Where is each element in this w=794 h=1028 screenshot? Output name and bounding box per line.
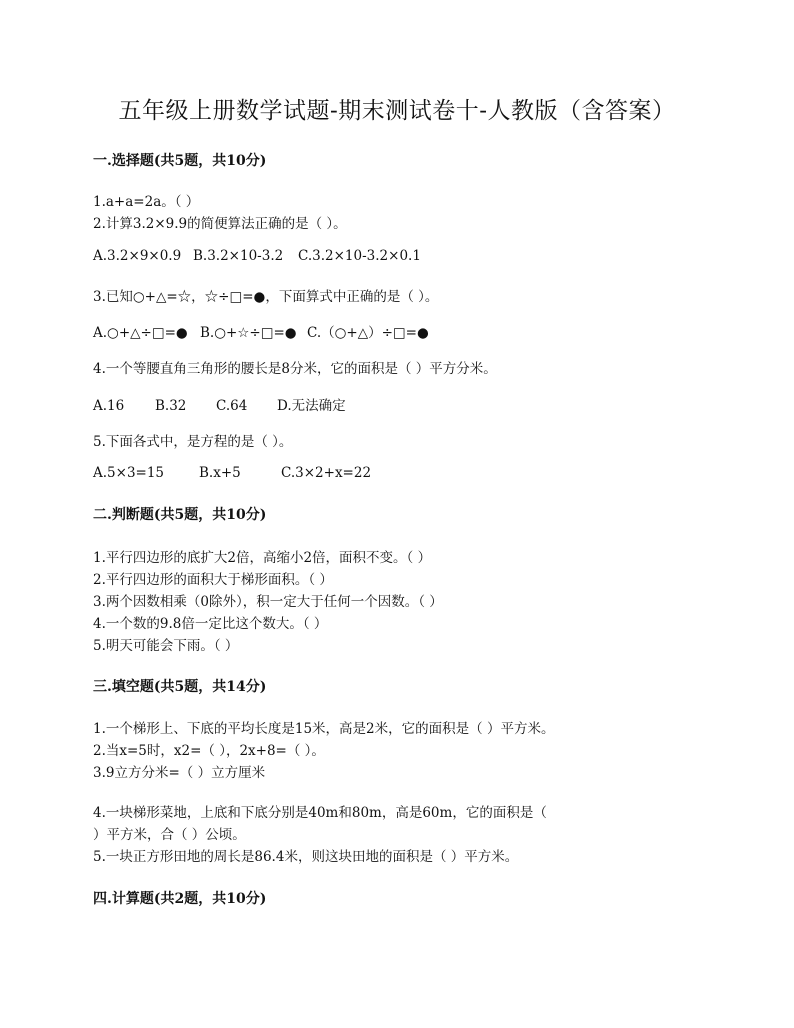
judgement-item-5: 5.明天可能会下雨。（ ） (93, 638, 239, 654)
section-heading-choice: 一.选择题(共5题，共10分) (93, 153, 267, 169)
fill-item-4-continued: ）平方米，合（ ）公顷。 (93, 827, 246, 843)
judgement-item-1: 1.平行四边形的底扩大2倍，高缩小2倍，面积不变。（ ） (93, 550, 432, 566)
option-c: C.3×2+x=22 (281, 465, 372, 481)
fill-item-3: 3.9立方分米=（ ）立方厘米 (93, 765, 266, 781)
section-heading-fill-blank: 三.填空题(共5题，共14分) (93, 679, 267, 695)
option-c: C.（○+△）÷□=● (307, 325, 429, 341)
section-heading-judgement: 二.判断题(共5题，共10分) (93, 507, 267, 523)
question-4-options (93, 394, 346, 414)
page-title: 五年级上册数学试题-期末测试卷十-人教版（含答案） (118, 98, 676, 124)
option-a: A.5×3=15 (93, 465, 165, 481)
fill-item-2: 2.当x=5时，x2=（ ），2x+8=（ ）。 (93, 743, 325, 759)
question-5-options (93, 465, 371, 481)
question-1: 1.a+a=2a。（ ） (93, 194, 200, 210)
judgement-item-3: 3.两个因数相乘（0除外），积一定大于任何一个因数。（ ） (93, 594, 443, 610)
fill-item-1: 1.一个梯形上、下底的平均长度是15米，高是2米，它的面积是（ ）平方米。 (93, 721, 555, 737)
judgement-item-4: 4.一个数的9.8倍一定比这个数大。（ ） (93, 616, 328, 632)
option-d: D.无法确定 (277, 398, 346, 414)
fill-item-5: 5.一块正方形田地的周长是86.4米，则这块田地的面积是（ ）平方米。 (93, 849, 519, 865)
section-heading-calculation: 四.计算题(共2题，共10分) (93, 891, 267, 907)
option-b: B.x+5 (199, 465, 241, 481)
option-c: C.3.2×10-3.2×0.1 (298, 248, 421, 264)
question-4: 4.一个等腰直角三角形的腰长是8分米，它的面积是（ ）平方分米。 (93, 361, 497, 377)
question-3-options (93, 321, 429, 341)
option-a: A.16 (93, 398, 125, 414)
question-3: 3.已知○+△=☆，☆÷□=●，下面算式中正确的是（ ）。 (93, 289, 439, 305)
question-2: 2.计算3.2×9.9的简便算法正确的是（ ）。 (93, 216, 347, 232)
fill-item-4: 4.一块梯形菜地，上底和下底分别是40m和80m，高是60m，它的面积是（ (93, 805, 547, 821)
option-a: A.3.2×9×0.9 (93, 248, 182, 264)
option-a: A.○+△÷□=● (93, 325, 188, 341)
option-b: B.○+☆÷□=● (200, 325, 297, 341)
option-b: B.32 (155, 398, 187, 414)
option-b: B.3.2×10-3.2 (193, 248, 284, 264)
question-5: 5.下面各式中，是方程的是（ ）。 (93, 434, 293, 450)
judgement-item-2: 2.平行四边形的面积大于梯形面积。（ ） (93, 572, 333, 588)
option-c: C.64 (216, 398, 248, 414)
question-2-options (93, 248, 421, 264)
